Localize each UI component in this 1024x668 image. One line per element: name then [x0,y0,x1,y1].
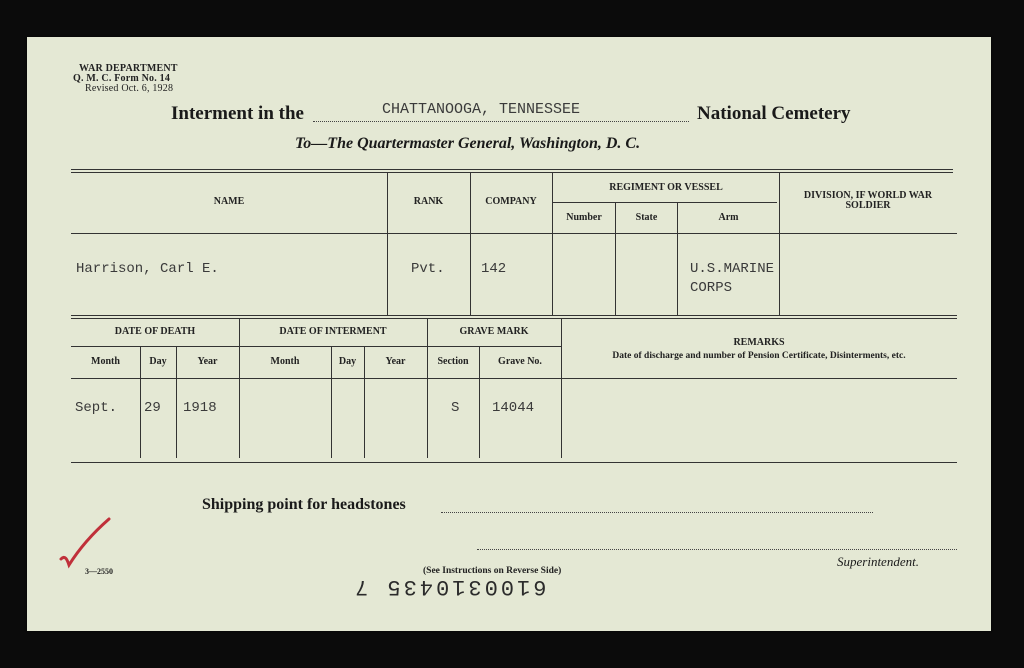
grave-number: 14044 [492,400,535,416]
serial-number-stamp: 6100310435 7 [352,574,547,599]
interment-label: Interment in the [171,103,304,124]
death-day-header: Day [149,356,167,367]
soldier-arm-line2: CORPS [690,280,733,296]
interment-day-header: Day [338,356,357,367]
remarks-header: REMARKS [733,337,785,348]
death-day: 29 [144,400,161,416]
interment-month-header: Month [270,356,300,367]
name-header: NAME [213,196,245,207]
addressee-line: To—The Quartermaster General, Washington, D. C. [295,135,641,152]
regiment-header: REGIMENT OR VESSEL [609,182,723,193]
section-header: Section [437,356,469,367]
interment-year-header: Year [385,356,406,367]
remarks-subheader: Date of discharge and number of Pension Certificate, Disinterments, etc. [612,351,906,361]
arm-header: Arm [718,212,739,223]
grave-section: S [451,400,460,416]
soldier-rank: Pvt. [411,261,445,277]
soldier-name: Harrison, Carl E. [76,261,219,277]
soldier-arm-line1: U.S.MARINE [690,261,775,277]
check-mark-icon [57,515,113,571]
interment-card [27,37,991,631]
revised-date: Revised Oct. 6, 1928 [85,83,174,94]
division-header: DIVISION, IF WORLD WAR SOLDIER [803,190,933,211]
national-cemetery-label: National Cemetery [697,103,851,124]
grave-no-header: Grave No. [498,356,542,367]
form-number: Q. M. C. Form No. 14 [73,73,171,84]
form-code: 3—2550 [85,567,113,576]
instructions-note: (See Instructions on Reverse Side) [423,566,562,576]
cemetery-name: CHATTANOOGA, TENNESSEE [382,101,581,118]
date-of-interment-header: DATE OF INTERMENT [279,326,387,337]
dept-label: WAR DEPARTMENT [79,63,178,74]
number-header: Number [566,212,602,223]
date-of-death-header: DATE OF DEATH [114,326,196,337]
death-year-header: Year [197,356,218,367]
state-header: State [635,212,658,223]
company-header: COMPANY [485,196,537,207]
superintendent-label: Superintendent. [837,554,919,569]
death-month: Sept. [75,400,118,416]
grave-mark-header: GRAVE MARK [459,326,529,337]
soldier-company: 142 [481,261,507,277]
shipping-point-label: Shipping point for headstones [202,496,406,513]
death-year: 1918 [183,400,217,416]
death-month-header: Month [91,356,120,367]
rank-header: RANK [413,196,444,207]
